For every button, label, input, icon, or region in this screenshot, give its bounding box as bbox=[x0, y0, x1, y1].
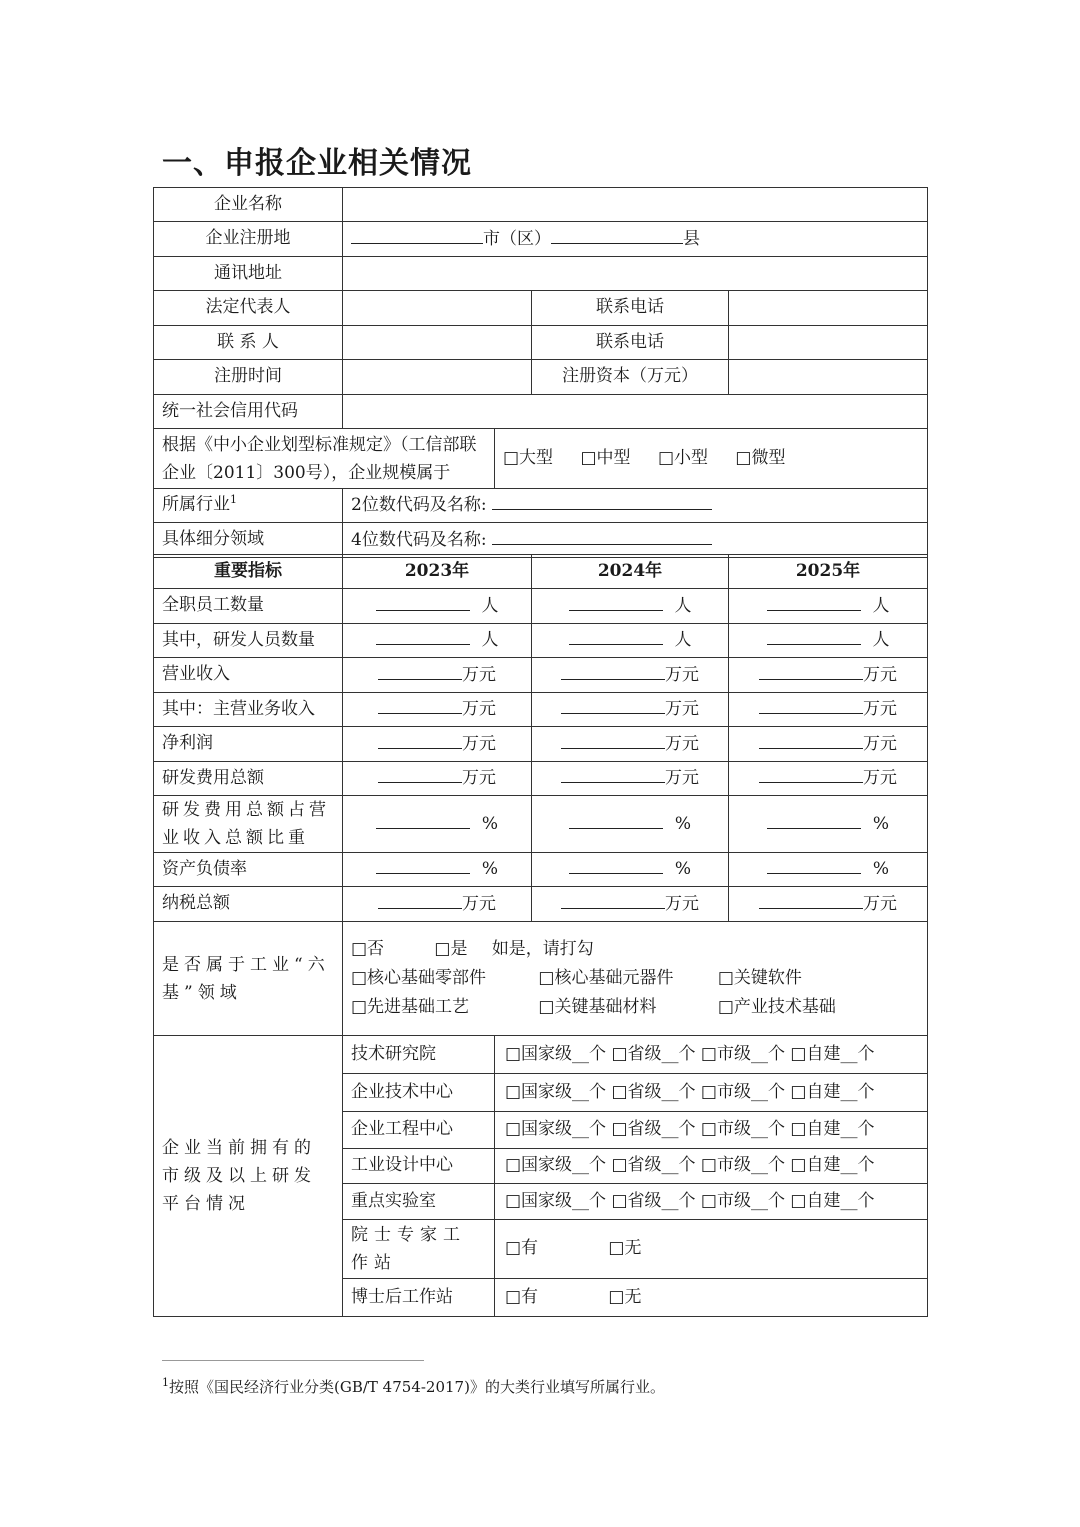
unit-label: 万元 bbox=[665, 768, 699, 789]
input-address[interactable] bbox=[343, 257, 928, 291]
postdoc-options bbox=[495, 1279, 928, 1317]
indicator-value-cell[interactable] bbox=[532, 624, 729, 658]
label-subfield: 具体细分领域 bbox=[154, 523, 343, 558]
value-blank[interactable] bbox=[561, 731, 665, 749]
input-contact[interactable] bbox=[343, 326, 532, 360]
value-blank[interactable] bbox=[376, 811, 470, 829]
unit-label: 人 bbox=[481, 595, 499, 616]
six-base-no-checkbox[interactable]: □否 bbox=[351, 939, 385, 959]
unit-label: % bbox=[872, 859, 890, 880]
value-blank[interactable] bbox=[759, 662, 863, 680]
blank-subfield[interactable] bbox=[492, 527, 712, 545]
unit-label: 万元 bbox=[665, 893, 699, 914]
scale-options bbox=[495, 429, 928, 489]
subfield-code-label: 4位数代码及名称: bbox=[351, 529, 487, 550]
value-blank[interactable] bbox=[759, 765, 863, 783]
indicator-value-cell[interactable] bbox=[343, 796, 532, 853]
footnote-divider bbox=[162, 1360, 424, 1361]
county-suffix: 县 bbox=[683, 228, 700, 249]
value-blank[interactable] bbox=[376, 856, 470, 874]
blank-industry[interactable] bbox=[492, 492, 712, 510]
indicator-rows bbox=[154, 589, 928, 922]
indicator-value-cell[interactable] bbox=[729, 658, 928, 693]
unit-label: 万元 bbox=[665, 664, 699, 685]
value-blank[interactable] bbox=[767, 627, 861, 645]
value-blank[interactable] bbox=[376, 593, 470, 611]
unit-label: 万元 bbox=[462, 699, 496, 720]
indicator-value-cell[interactable] bbox=[343, 693, 532, 727]
platform-academician: 院士专家工作站 bbox=[343, 1220, 495, 1279]
city-suffix: 市（区） bbox=[483, 228, 551, 249]
label-reg-time: 注册时间 bbox=[154, 360, 343, 395]
scale-small-checkbox[interactable]: □小型 bbox=[657, 447, 708, 468]
value-blank[interactable] bbox=[569, 593, 663, 611]
indicator-value-cell[interactable] bbox=[729, 853, 928, 887]
indicator-value-cell[interactable] bbox=[532, 853, 729, 887]
unit-label: 万元 bbox=[462, 768, 496, 789]
indicator-label: 营业收入 bbox=[154, 658, 343, 693]
opt-core-components[interactable]: □核心基础元器件 bbox=[538, 968, 674, 988]
platform-levels[interactable]: □国家级__个 □省级__个 □市级__个 □自建__个 bbox=[495, 1036, 928, 1074]
header-2025: 2025年 bbox=[729, 555, 928, 589]
indicator-value-cell[interactable] bbox=[729, 796, 928, 853]
unit-label: 万元 bbox=[863, 699, 897, 720]
platform-levels[interactable]: □国家级__个 □省级__个 □市级__个 □自建__个 bbox=[495, 1112, 928, 1149]
label-company-name: 企业名称 bbox=[154, 188, 343, 222]
unit-label: 万元 bbox=[863, 893, 897, 914]
header-indicator: 重要指标 bbox=[154, 555, 343, 589]
unit-label: 万元 bbox=[462, 733, 496, 754]
value-blank[interactable] bbox=[569, 627, 663, 645]
indicator-table bbox=[153, 554, 928, 922]
indicator-value-cell[interactable] bbox=[343, 658, 532, 693]
opt-core-parts[interactable]: □核心基础零部件 bbox=[351, 968, 487, 988]
platform-levels[interactable]: □国家级__个 □省级__个 □市级__个 □自建__个 bbox=[495, 1184, 928, 1220]
input-legal-rep[interactable] bbox=[343, 291, 532, 326]
footnote bbox=[162, 1376, 665, 1397]
input-reg-time[interactable] bbox=[343, 360, 532, 395]
indicator-value-cell[interactable] bbox=[343, 887, 532, 922]
indicator-label: 其中：主营业务收入 bbox=[154, 693, 343, 727]
academician-none-checkbox[interactable]: □无 bbox=[608, 1238, 642, 1259]
indicator-label: 净利润 bbox=[154, 727, 343, 762]
value-blank[interactable] bbox=[767, 811, 861, 829]
platform-name: 企业技术中心 bbox=[343, 1074, 495, 1112]
value-blank[interactable] bbox=[561, 696, 665, 714]
platform-table bbox=[153, 1035, 928, 1317]
indicator-value-cell[interactable] bbox=[343, 853, 532, 887]
value-blank[interactable] bbox=[569, 811, 663, 829]
industry-code-label: 2位数代码及名称: bbox=[351, 495, 487, 516]
value-blank[interactable] bbox=[378, 731, 462, 749]
unit-label: 人 bbox=[481, 630, 499, 651]
indicator-value-cell[interactable] bbox=[729, 727, 928, 762]
unit-label: % bbox=[674, 813, 692, 834]
indicator-label: 全职员工数量 bbox=[154, 589, 343, 624]
indicator-label: 研发费用总额占营业收入总额比重 bbox=[154, 796, 343, 853]
value-blank[interactable] bbox=[759, 891, 863, 909]
enterprise-info-table bbox=[153, 187, 928, 558]
platform-name: 工业设计中心 bbox=[343, 1149, 495, 1184]
scale-micro-checkbox[interactable]: □微型 bbox=[735, 447, 786, 468]
input-company-name[interactable] bbox=[343, 188, 928, 222]
indicator-value-cell[interactable] bbox=[532, 693, 729, 727]
header-2023: 2023年 bbox=[343, 555, 532, 589]
value-blank[interactable] bbox=[561, 891, 665, 909]
opt-process[interactable]: □先进基础工艺 bbox=[351, 997, 470, 1017]
platform-name: 企业工程中心 bbox=[343, 1112, 495, 1149]
label-six-base: 是否属于工业“六基”领域 bbox=[154, 922, 343, 1036]
label-contact: 联 系 人 bbox=[154, 326, 343, 360]
label-industry bbox=[154, 489, 343, 523]
indicator-value-cell[interactable] bbox=[343, 762, 532, 796]
indicator-label: 其中，研发人员数量 bbox=[154, 624, 343, 658]
opt-materials[interactable]: □关键基础材料 bbox=[538, 997, 657, 1017]
platform-postdoc: 博士后工作站 bbox=[343, 1279, 495, 1317]
input-reg-capital[interactable] bbox=[729, 360, 928, 395]
indicator-label: 纳税总额 bbox=[154, 887, 343, 922]
blank-county[interactable] bbox=[551, 226, 683, 244]
indicator-value-cell[interactable] bbox=[729, 887, 928, 922]
six-base-yes-checkbox[interactable]: □是 bbox=[434, 939, 468, 959]
label-legal-rep: 法定代表人 bbox=[154, 291, 343, 326]
academician-options bbox=[495, 1220, 928, 1279]
value-blank[interactable] bbox=[378, 891, 462, 909]
footnote-ref: 1 bbox=[230, 493, 237, 507]
scale-medium-checkbox[interactable]: □中型 bbox=[580, 447, 631, 468]
postdoc-have-checkbox[interactable]: □有 bbox=[505, 1286, 539, 1307]
indicator-value-cell[interactable] bbox=[729, 762, 928, 796]
value-blank[interactable] bbox=[378, 662, 462, 680]
label-reg-place: 企业注册地 bbox=[154, 222, 343, 257]
value-blank[interactable] bbox=[767, 593, 861, 611]
value-blank[interactable] bbox=[759, 731, 863, 749]
indicator-value-cell[interactable] bbox=[343, 589, 532, 624]
indicator-value-cell[interactable] bbox=[343, 727, 532, 762]
unit-label: 万元 bbox=[665, 699, 699, 720]
input-subfield[interactable] bbox=[343, 523, 928, 558]
indicator-value-cell[interactable] bbox=[532, 589, 729, 624]
label-scale: 根据《中小企业划型标准规定》（工信部联企业〔2011〕300号），企业规模属于 bbox=[154, 429, 495, 489]
footnote-mark: 1 bbox=[162, 1376, 169, 1389]
unit-label: 人 bbox=[674, 595, 692, 616]
value-blank[interactable] bbox=[378, 696, 462, 714]
input-contact-phone[interactable] bbox=[729, 326, 928, 360]
academician-have-checkbox[interactable]: □有 bbox=[505, 1238, 539, 1259]
unit-label: 万元 bbox=[863, 733, 897, 754]
label-credit-code: 统一社会信用代码 bbox=[154, 395, 343, 429]
label-platforms: 企业当前拥有的市级及以上研发平台情况 bbox=[154, 1036, 343, 1317]
platform-levels[interactable]: □国家级__个 □省级__个 □市级__个 □自建__个 bbox=[495, 1149, 928, 1184]
indicator-value-cell[interactable] bbox=[532, 658, 729, 693]
unit-label: 万元 bbox=[462, 893, 496, 914]
unit-label: 人 bbox=[872, 595, 890, 616]
six-base-hint: 如是，请打勾 bbox=[491, 939, 594, 959]
value-blank[interactable] bbox=[767, 856, 861, 874]
industry-text: 所属行业 bbox=[162, 495, 230, 516]
indicator-label: 资产负债率 bbox=[154, 853, 343, 887]
header-2024: 2024年 bbox=[532, 555, 729, 589]
unit-label: % bbox=[481, 859, 499, 880]
scale-large-checkbox[interactable]: □大型 bbox=[503, 447, 554, 468]
opt-tech-base[interactable]: □产业技术基础 bbox=[717, 997, 836, 1017]
postdoc-none-checkbox[interactable]: □无 bbox=[608, 1286, 642, 1307]
six-base-options bbox=[343, 922, 928, 1036]
unit-label: 万元 bbox=[863, 664, 897, 685]
unit-label: 人 bbox=[872, 630, 890, 651]
unit-label: % bbox=[481, 813, 499, 834]
unit-label: 万元 bbox=[665, 733, 699, 754]
label-contact-phone: 联系电话 bbox=[532, 326, 729, 360]
six-base-table bbox=[153, 921, 928, 1036]
indicator-value-cell[interactable] bbox=[729, 624, 928, 658]
input-credit-code[interactable] bbox=[343, 395, 928, 429]
value-blank[interactable] bbox=[376, 627, 470, 645]
unit-label: 万元 bbox=[462, 664, 496, 685]
blank-city[interactable] bbox=[351, 226, 483, 244]
indicator-value-cell[interactable] bbox=[343, 624, 532, 658]
opt-key-software[interactable]: □关键软件 bbox=[717, 968, 802, 988]
indicator-value-cell[interactable] bbox=[532, 762, 729, 796]
value-blank[interactable] bbox=[378, 765, 462, 783]
value-blank[interactable] bbox=[561, 765, 665, 783]
platform-name: 技术研究院 bbox=[343, 1036, 495, 1074]
footnote-text: 按照《国民经济行业分类(GB/T 4754-2017)》的大类行业填写所属行业。 bbox=[169, 1378, 665, 1396]
unit-label: % bbox=[872, 813, 890, 834]
unit-label: 人 bbox=[674, 630, 692, 651]
value-blank[interactable] bbox=[569, 856, 663, 874]
value-blank[interactable] bbox=[759, 696, 863, 714]
indicator-value-cell[interactable] bbox=[729, 589, 928, 624]
platform-levels[interactable]: □国家级__个 □省级__个 □市级__个 □自建__个 bbox=[495, 1074, 928, 1112]
input-industry[interactable] bbox=[343, 489, 928, 523]
label-address: 通讯地址 bbox=[154, 257, 343, 291]
value-blank[interactable] bbox=[561, 662, 665, 680]
indicator-value-cell[interactable] bbox=[532, 727, 729, 762]
indicator-value-cell[interactable] bbox=[729, 693, 928, 727]
input-legal-phone[interactable] bbox=[729, 291, 928, 326]
indicator-label: 研发费用总额 bbox=[154, 762, 343, 796]
input-reg-place[interactable] bbox=[343, 222, 928, 257]
page-title: 一、申报企业相关情况 bbox=[162, 146, 472, 181]
unit-label: % bbox=[674, 859, 692, 880]
indicator-value-cell[interactable] bbox=[532, 796, 729, 853]
label-legal-phone: 联系电话 bbox=[532, 291, 729, 326]
label-reg-capital: 注册资本（万元） bbox=[532, 360, 729, 395]
unit-label: 万元 bbox=[863, 768, 897, 789]
indicator-value-cell[interactable] bbox=[532, 887, 729, 922]
platform-name: 重点实验室 bbox=[343, 1184, 495, 1220]
